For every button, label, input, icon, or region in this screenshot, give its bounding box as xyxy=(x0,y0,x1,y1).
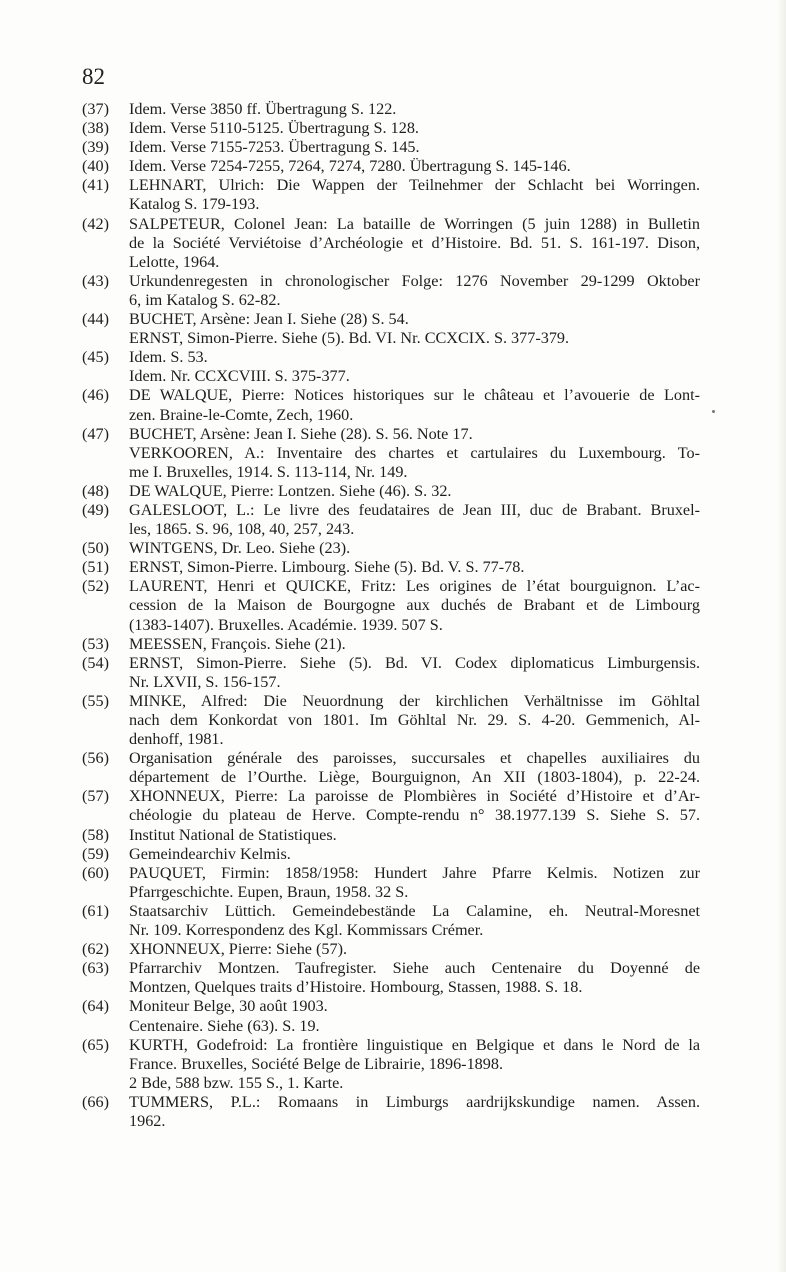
endnote-line: ERNST, Simon-Pierre. Limbourg. Siehe (5). Bd. V. S. 77-78. xyxy=(129,558,525,577)
endnote-line: Pfarrgeschichte. Eupen, Braun, 1958. 32 S. xyxy=(129,882,409,901)
endnote-item xyxy=(82,272,700,310)
endnote-line: Montzen, Quelques traits d’Histoire. Hombourg, Stassen, 1988. S. 18. xyxy=(129,978,583,997)
endnote-line: Institut National de Statistiques. xyxy=(129,825,337,844)
endnote-line: Nr. 109. Korrespondenz des Kgl. Kommissars Crémer. xyxy=(129,921,484,940)
endnote-text xyxy=(129,1093,700,1131)
page-number: 82 xyxy=(82,64,105,89)
endnote-line: MEESSEN, François. Siehe (21). xyxy=(129,634,346,653)
endnote-number: (55) xyxy=(82,691,109,710)
endnote-text xyxy=(129,654,700,692)
endnote-item xyxy=(82,215,700,272)
endnote-text xyxy=(129,272,700,310)
endnote-line: (1383-1407). Bruxelles. Académie. 1939. 507 S. xyxy=(129,615,443,634)
endnote-line: WINTGENS, Dr. Leo. Siehe (23). xyxy=(129,539,351,558)
endnote-item xyxy=(82,749,700,787)
endnote-line: PAUQUET, Firmin: 1858/1958: Hundert Jahre Pfarre Kelmis. Notizen zur xyxy=(129,863,700,882)
endnote-text xyxy=(129,215,700,272)
endnote-number: (46) xyxy=(82,386,109,405)
endnote-text xyxy=(129,635,700,654)
endnote-number: (40) xyxy=(82,157,109,176)
endnote-item xyxy=(82,138,700,157)
endnote-line: 2 Bde, 588 bzw. 155 S., 1. Karte. xyxy=(129,1073,344,1092)
endnote-item xyxy=(82,826,700,845)
endnote-number: (49) xyxy=(82,500,109,519)
paper-speck xyxy=(712,410,715,413)
endnote-line: BUCHET, Arsène: Jean I. Siehe (28) S. 54. xyxy=(129,310,409,329)
endnote-line: DE WALQUE, Pierre: Lontzen. Siehe (46). S. 32. xyxy=(129,481,452,500)
endnote-number: (44) xyxy=(82,310,109,329)
endnote-number: (54) xyxy=(82,653,109,672)
endnote-line: 6, im Katalog S. 62-82. xyxy=(129,290,281,309)
endnote-number: (51) xyxy=(82,558,109,577)
endnote-line: denhoff, 1981. xyxy=(129,730,224,749)
endnote-text xyxy=(129,348,700,386)
endnote-line: Staatsarchiv Lüttich. Gemeindebestände La Calamine, eh. Neutral-Moresnet xyxy=(129,901,700,920)
endnotes-list xyxy=(82,100,700,1131)
endnote-item xyxy=(82,997,700,1035)
endnote-text xyxy=(129,157,700,176)
endnote-item xyxy=(82,692,700,749)
page-edge-shadow xyxy=(778,0,786,1272)
endnote-line: Gemeindearchiv Kelmis. xyxy=(129,844,291,863)
endnote-text xyxy=(129,787,700,825)
endnote-number: (57) xyxy=(82,787,109,806)
endnote-text xyxy=(129,826,700,845)
endnote-item xyxy=(82,577,700,634)
endnote-item xyxy=(82,539,700,558)
endnote-number: (47) xyxy=(82,424,109,443)
endnote-item xyxy=(82,940,700,959)
endnote-line: LEHNART, Ulrich: Die Wappen der Teilnehmer der Schlacht bei Worringen. xyxy=(129,176,700,195)
endnote-line: me I. Bruxelles, 1914. S. 113-114, Nr. 149. xyxy=(129,462,408,481)
endnote-line: cession de la Maison de Bourgogne aux duchés de Brabant et de Limbourg xyxy=(129,596,700,615)
endnote-item xyxy=(82,501,700,539)
endnote-item xyxy=(82,787,700,825)
endnote-text xyxy=(129,119,700,138)
endnote-item xyxy=(82,635,700,654)
endnote-item xyxy=(82,176,700,214)
endnote-item xyxy=(82,386,700,424)
endnote-line: Idem. Verse 5110-5125. Übertragung S. 128. xyxy=(129,119,419,138)
endnote-text xyxy=(129,501,700,539)
endnote-text xyxy=(129,940,700,959)
endnote-number: (53) xyxy=(82,634,109,653)
endnote-line: Katalog S. 179-193. xyxy=(129,195,260,214)
endnote-item xyxy=(82,119,700,138)
endnote-number: (56) xyxy=(82,749,109,768)
endnote-line: chéologie du plateau de Herve. Compte-rendu n° 38.1977.139 S. Siehe S. 57. xyxy=(129,806,700,825)
endnote-item xyxy=(82,310,700,348)
endnote-line: TUMMERS, P.L.: Romaans in Limburgs aardrijkskundige namen. Assen. xyxy=(129,1092,700,1111)
endnote-line: zen. Braine-le-Comte, Zech, 1960. xyxy=(129,405,354,424)
endnote-item xyxy=(82,425,700,482)
endnote-line: de la Société Verviétoise d’Archéologie et d’Histoire. Bd. 51. S. 161-197. Dison, xyxy=(129,233,700,252)
endnote-number: (48) xyxy=(82,481,109,500)
endnote-line: Pfarrarchiv Montzen. Taufregister. Siehe auch Centenaire du Doyenné de xyxy=(129,959,700,978)
endnote-text xyxy=(129,1036,700,1093)
endnote-line: XHONNEUX, Pierre: La paroisse de Plombières in Société d’Histoire et d’Ar- xyxy=(129,787,700,806)
endnote-item xyxy=(82,482,700,501)
endnote-line: LAURENT, Henri et QUICKE, Fritz: Les origines de l’état bourguignon. L’ac- xyxy=(129,577,700,596)
endnote-number: (60) xyxy=(82,863,109,882)
endnote-item xyxy=(82,1093,700,1131)
endnote-line: BUCHET, Arsène: Jean I. Siehe (28). S. 56. Note 17. xyxy=(129,424,473,443)
endnote-text xyxy=(129,138,700,157)
endnote-line: Idem. Verse 7155-7253. Übertragung S. 145. xyxy=(129,138,420,157)
endnote-line: ERNST, Simon-Pierre. Siehe (5). Bd. VI. Nr. CCXCIX. S. 377-379. xyxy=(129,329,570,348)
endnote-item xyxy=(82,654,700,692)
endnote-line: Idem. Verse 3850 ff. Übertragung S. 122. xyxy=(129,100,397,118)
endnote-text xyxy=(129,749,700,787)
endnote-item xyxy=(82,157,700,176)
endnote-number: (64) xyxy=(82,997,109,1016)
endnote-number: (38) xyxy=(82,119,109,138)
endnote-line: DE WALQUE, Pierre: Notices historiques sur le château et l’avouerie de Lont- xyxy=(129,386,700,405)
endnote-text xyxy=(129,386,700,424)
endnote-line: ERNST, Simon-Pierre. Siehe (5). Bd. VI. Codex diplomaticus Limburgensis. xyxy=(129,653,700,672)
endnote-number: (45) xyxy=(82,348,109,367)
endnote-item xyxy=(82,959,700,997)
endnote-line: VERKOOREN, A.: Inventaire des chartes et cartulaires du Luxembourg. To- xyxy=(129,443,700,462)
endnote-line: Centenaire. Siehe (63). S. 19. xyxy=(129,1016,320,1035)
endnote-text xyxy=(129,577,700,634)
endnote-line: France. Bruxelles, Société Belge de Librairie, 1896-1898. xyxy=(129,1054,503,1073)
endnote-text xyxy=(129,100,700,119)
endnote-text xyxy=(129,692,700,749)
endnote-text xyxy=(129,845,700,864)
endnote-line: Idem. Nr. CCXCVIII. S. 375-377. xyxy=(129,367,350,386)
endnote-number: (62) xyxy=(82,940,109,959)
endnote-number: (43) xyxy=(82,271,109,290)
endnote-number: (37) xyxy=(82,100,109,118)
endnote-number: (61) xyxy=(82,901,109,920)
endnote-line: KURTH, Godefroid: La frontière linguistique en Belgique et dans le Nord de la xyxy=(129,1035,700,1054)
endnote-line: nach dem Konkordat von 1801. Im Göhltal Nr. 29. S. 4-20. Gemmenich, Al- xyxy=(129,711,700,729)
endnote-line: Organisation générale des paroisses, succursales et chapelles auxiliaires du xyxy=(129,749,700,768)
endnote-item xyxy=(82,100,700,119)
endnote-line: Lelotte, 1964. xyxy=(129,252,220,271)
endnote-text xyxy=(129,425,700,482)
endnote-number: (58) xyxy=(82,825,109,844)
endnote-number: (50) xyxy=(82,539,109,558)
endnote-text xyxy=(129,959,700,997)
endnote-text xyxy=(129,864,700,902)
endnote-line: les, 1865. S. 96, 108, 40, 257, 243. xyxy=(129,520,355,539)
endnote-line: MINKE, Alfred: Die Neuordnung der kirchlichen Verhältnisse im Göhltal xyxy=(129,691,700,710)
endnote-number: (59) xyxy=(82,844,109,863)
endnote-number: (39) xyxy=(82,138,109,157)
endnote-item xyxy=(82,558,700,577)
endnote-line: GALESLOOT, L.: Le livre des feudataires de Jean III, duc de Brabant. Bruxel- xyxy=(129,500,700,519)
endnote-number: (52) xyxy=(82,577,109,596)
endnote-text xyxy=(129,482,700,501)
endnote-line: SALPETEUR, Colonel Jean: La bataille de Worringen (5 juin 1288) in Bulletin xyxy=(129,214,700,233)
endnote-line: département de l’Ourthe. Liège, Bourguignon, An XII (1803-1804), p. 22-24. xyxy=(129,768,700,787)
endnote-item xyxy=(82,348,700,386)
endnote-line: Idem. Verse 7254-7255, 7264, 7274, 7280. Übertragung S. 145-146. xyxy=(129,157,571,176)
endnote-line: Moniteur Belge, 30 août 1903. xyxy=(129,997,328,1016)
endnote-number: (42) xyxy=(82,214,109,233)
endnote-line: Urkundenregesten in chronologischer Folge: 1276 November 29-1299 Oktober xyxy=(129,271,700,290)
endnote-line: XHONNEUX, Pierre: Siehe (57). xyxy=(129,940,348,959)
endnote-text xyxy=(129,539,700,558)
endnote-text xyxy=(129,310,700,348)
endnote-line: 1962. xyxy=(129,1111,166,1130)
endnote-item xyxy=(82,902,700,940)
endnote-text xyxy=(129,902,700,940)
endnote-line: Nr. LXVII, S. 156-157. xyxy=(129,672,281,691)
endnote-number: (63) xyxy=(82,959,109,978)
endnote-line: Idem. S. 53. xyxy=(129,348,208,367)
endnote-number: (65) xyxy=(82,1035,109,1054)
endnote-item xyxy=(82,1036,700,1093)
endnote-item xyxy=(82,845,700,864)
endnote-number: (66) xyxy=(82,1092,109,1111)
endnote-item xyxy=(82,864,700,902)
endnote-text xyxy=(129,176,700,214)
endnote-text xyxy=(129,997,700,1035)
endnote-number: (41) xyxy=(82,176,109,195)
endnote-text xyxy=(129,558,700,577)
